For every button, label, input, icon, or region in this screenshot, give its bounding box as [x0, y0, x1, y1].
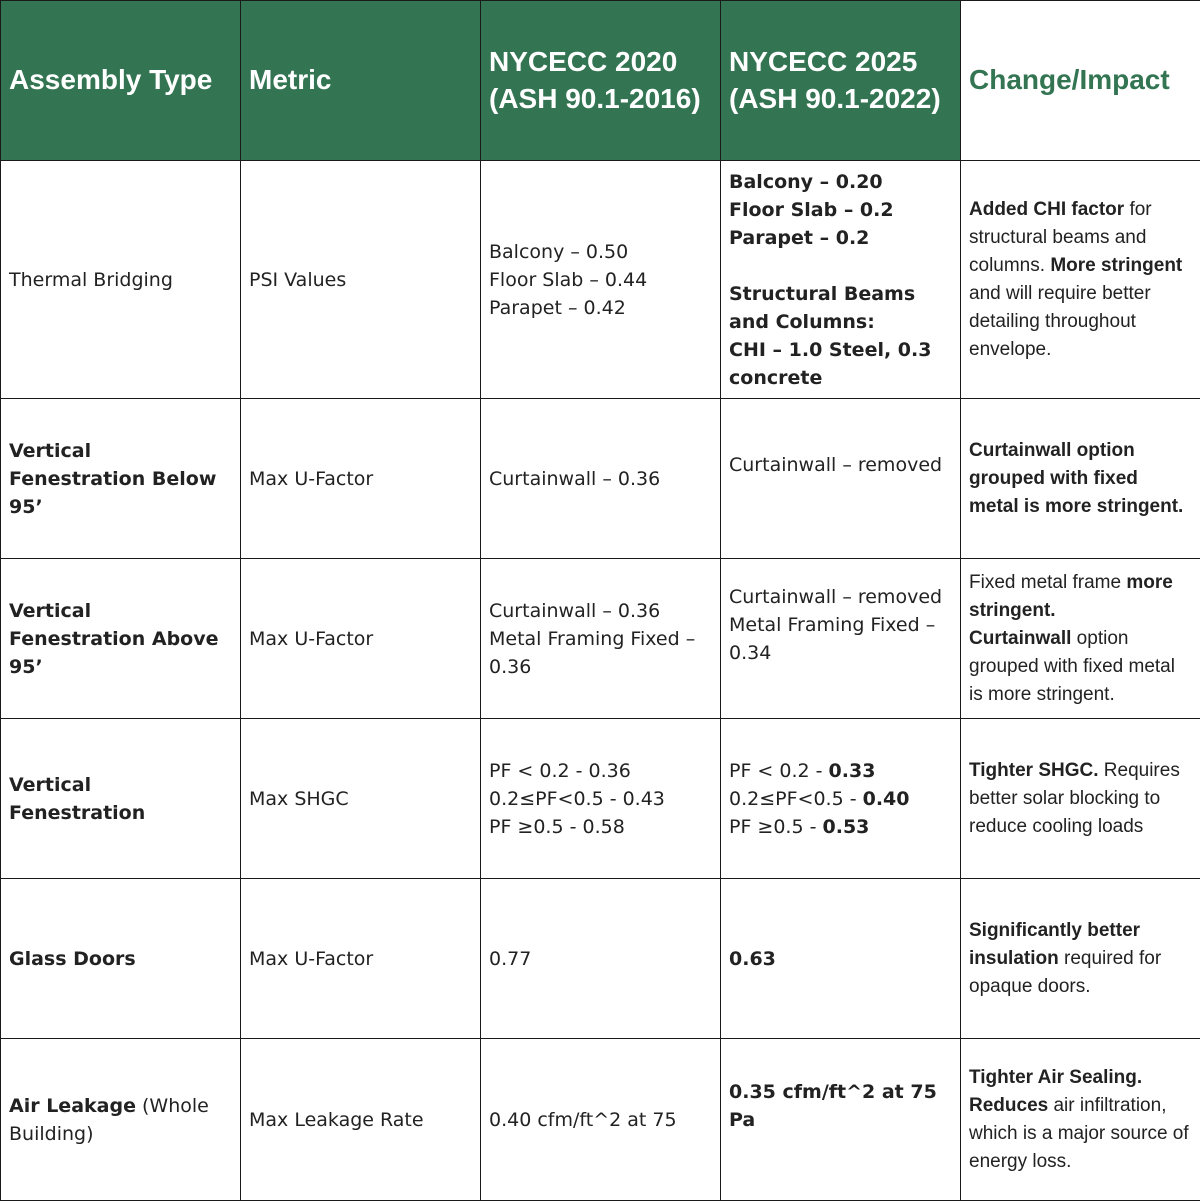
header-row — [1, 1, 1200, 161]
cell-nycecc-2025 — [721, 719, 961, 879]
cell-change-impact — [961, 161, 1200, 399]
value-line: Structural Beams and Columns: — [729, 280, 952, 336]
cell-metric: PSI Values — [241, 161, 481, 399]
header-metric: Metric — [241, 1, 481, 161]
cell-nycecc-2025: 0.63 — [721, 879, 961, 1039]
header-nycecc-2025-line1: NYCECC 2025 — [729, 44, 952, 80]
cell-nycecc-2020 — [481, 161, 721, 399]
spacer — [729, 479, 952, 507]
cell-nycecc-2025 — [721, 1039, 961, 1201]
value-line: CHI – 1.0 Steel, 0.3 concrete — [729, 336, 952, 392]
header-nycecc-2020-line2: (ASH 90.1-2016) — [489, 81, 712, 117]
value-line: Parapet – 0.42 — [489, 294, 712, 322]
impact-emphasis: More stringent — [1050, 255, 1182, 276]
value-line: Balcony – 0.20 — [729, 168, 952, 196]
value-label: 0.2≤PF<0.5 - — [729, 788, 863, 810]
impact-text: for structural beams and columns. — [969, 199, 1152, 276]
value-emphasis: 0.53 — [823, 816, 870, 838]
value-line: PF < 0.2 - 0.36 — [489, 757, 712, 785]
impact-emphasis: Significantly better insulation — [969, 920, 1140, 969]
cell-nycecc-2020: 0.77 — [481, 879, 721, 1039]
impact-text: and will require better detailing throughout envelope. — [969, 283, 1151, 360]
value-line: Curtainwall – 0.36 — [489, 597, 712, 625]
cell-change-impact — [961, 1039, 1200, 1201]
cell-nycecc-2025 — [721, 559, 961, 719]
cell-nycecc-2020 — [481, 399, 721, 559]
header-nycecc-2020 — [481, 1, 721, 161]
table-row-fenestration-shgc — [1, 719, 1200, 879]
value-line: Metal Framing Fixed – 0.36 — [489, 625, 712, 681]
cell-metric: Max U-Factor — [241, 399, 481, 559]
value-line: Balcony – 0.50 — [489, 238, 712, 266]
value-emphasis: 0.40 — [863, 788, 910, 810]
table-row-glass-doors — [1, 879, 1200, 1039]
impact-text: option grouped with fixed metal is more stringent. — [969, 628, 1175, 705]
table-row-fenestration-below-95 — [1, 399, 1200, 559]
value-line: 0.35 cfm/ft^2 at 75 Pa — [729, 1078, 952, 1134]
value-emphasis: 0.33 — [829, 760, 876, 782]
impact-text: Requires better solar blocking to reduce cooling loads — [969, 760, 1180, 837]
header-nycecc-2020-line1: NYCECC 2020 — [489, 44, 712, 80]
value-label: PF ≥0.5 - — [729, 816, 823, 838]
value-line — [729, 785, 952, 813]
spacer — [729, 1134, 952, 1162]
impact-emphasis: Reduces — [969, 1095, 1048, 1116]
value-label: PF < 0.2 - — [729, 760, 829, 782]
header-nycecc-2025-line2: (ASH 90.1-2022) — [729, 81, 952, 117]
assembly-emphasis: Air Leakage — [9, 1095, 136, 1117]
cell-nycecc-2025 — [721, 161, 961, 399]
cell-assembly-type: Vertical Fenestration — [1, 719, 241, 879]
cell-change-impact: Curtainwall option grouped with fixed metal is more stringent. — [961, 399, 1200, 559]
value-line: Curtainwall – removed — [729, 583, 952, 611]
table-row-air-leakage — [1, 1039, 1200, 1201]
impact-emphasis: Tighter Air Sealing. — [969, 1067, 1142, 1088]
value-line — [729, 757, 952, 785]
impact-text: Fixed metal frame — [969, 572, 1126, 593]
impact-text: air infiltration, which is a major source of energy loss. — [969, 1095, 1189, 1172]
value-line: Floor Slab – 0.44 — [489, 266, 712, 294]
value-line: Curtainwall – 0.36 — [489, 465, 712, 493]
cell-metric: Max U-Factor — [241, 559, 481, 719]
spacer — [729, 667, 952, 695]
value-line: Floor Slab – 0.2 — [729, 196, 952, 224]
value-line: Parapet – 0.2 — [729, 224, 952, 252]
cell-nycecc-2025 — [721, 399, 961, 559]
cell-assembly-type: Thermal Bridging — [1, 161, 241, 399]
header-change-impact: Change/Impact — [961, 1, 1200, 161]
cell-assembly-type: Vertical Fenestration Below 95’ — [1, 399, 241, 559]
cell-assembly-type: Vertical Fenestration Above 95’ — [1, 559, 241, 719]
cell-assembly-type — [1, 1039, 241, 1201]
impact-emphasis: Tighter SHGC. — [969, 760, 1099, 781]
cell-metric: Max Leakage Rate — [241, 1039, 481, 1201]
value-line: Curtainwall – removed — [729, 451, 952, 479]
value-line: Metal Framing Fixed – 0.34 — [729, 611, 952, 667]
cell-change-impact — [961, 719, 1200, 879]
value-line: 0.2≤PF<0.5 - 0.43 — [489, 785, 712, 813]
impact-emphasis: Curtainwall — [969, 628, 1071, 649]
cell-nycecc-2020 — [481, 559, 721, 719]
cell-metric: Max U-Factor — [241, 879, 481, 1039]
header-nycecc-2025 — [721, 1, 961, 161]
cell-change-impact — [961, 879, 1200, 1039]
cell-assembly-type: Glass Doors — [1, 879, 241, 1039]
cell-nycecc-2020: 0.40 cfm/ft^2 at 75 — [481, 1039, 721, 1201]
impact-text: required for opaque doors. — [969, 948, 1161, 997]
spacer — [729, 252, 952, 280]
value-line: PF ≥0.5 - 0.58 — [489, 813, 712, 841]
cell-change-impact — [961, 559, 1200, 719]
table-row-fenestration-above-95 — [1, 559, 1200, 719]
impact-emphasis: more stringent. — [969, 572, 1173, 621]
assembly-text: (Whole Building) — [9, 1095, 209, 1145]
impact-emphasis: Added CHI factor — [969, 199, 1124, 220]
value-line — [729, 813, 952, 841]
table-row-thermal-bridging — [1, 161, 1200, 399]
header-assembly-type: Assembly Type — [1, 1, 241, 161]
cell-nycecc-2020 — [481, 719, 721, 879]
cell-metric: Max SHGC — [241, 719, 481, 879]
